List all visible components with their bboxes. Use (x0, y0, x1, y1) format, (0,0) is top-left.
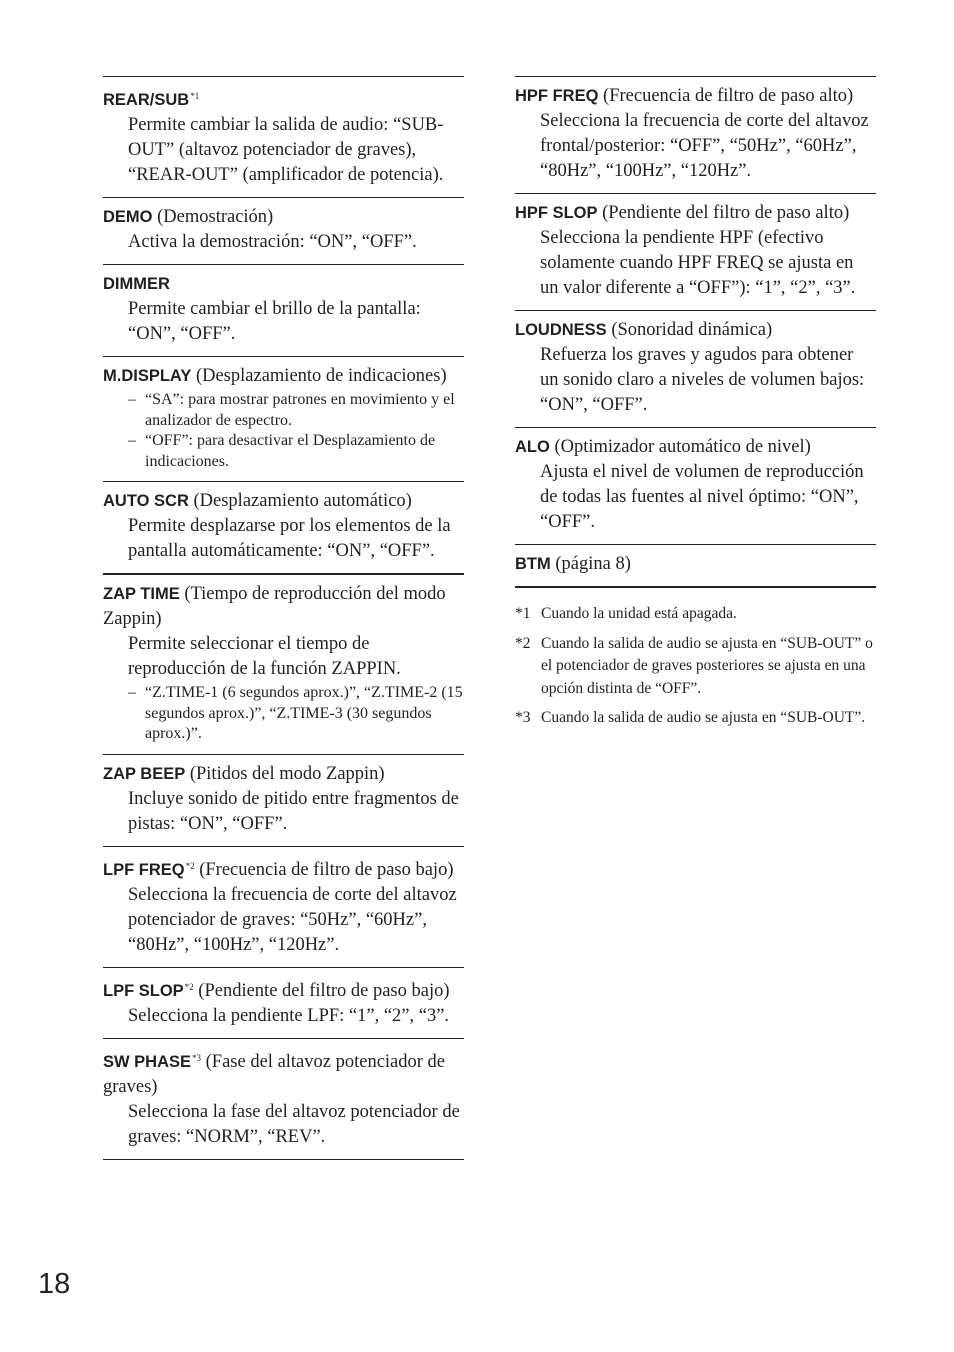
entry-term: LOUDNESS (515, 321, 607, 339)
footnote-marker: *2 (185, 860, 195, 871)
menu-entry-sw-phase (103, 1038, 464, 1160)
entry-description: Selecciona la pendiente LPF: “1”, “2”, “3”. (128, 1005, 450, 1026)
entry-term: M.DISPLAY (103, 367, 192, 385)
entry-term: SW PHASE (103, 1052, 192, 1071)
entry-heading (515, 84, 876, 109)
entry-heading (103, 84, 464, 113)
entry-label: (Demostración) (152, 207, 274, 227)
entry-description: Selecciona la frecuencia de corte del altavoz frontal/posterior: “OFF”, “50Hz”, “60Hz”, “80Hz”, “100Hz”, “120Hz”. (540, 111, 869, 181)
entry-heading (103, 364, 464, 389)
entry-description: Incluye sonido de pitido entre fragmentos de pistas: “ON”, “OFF”. (128, 788, 459, 834)
entry-label: (Pendiente del filtro de paso bajo) (193, 980, 450, 1001)
entry-term: ZAP TIME (103, 585, 180, 603)
entry-heading (103, 582, 464, 632)
entry-heading (103, 272, 464, 297)
entry-description: Selecciona la pendiente HPF (efectivo solamente cuando HPF FREQ se ajusta en un valor diferente a “OFF”): “1”, “2”, “3”. (540, 228, 856, 298)
entry-label: (Fase del altavoz potenciador de graves) (103, 1051, 446, 1097)
menu-entry-dimmer (103, 264, 464, 356)
footnote-marker: *1 (190, 91, 200, 101)
right-column (515, 76, 876, 737)
left-column (103, 76, 464, 1160)
footnotes (515, 603, 876, 730)
entry-term: ALO (515, 438, 550, 456)
option-list (103, 683, 464, 745)
entry-term: AUTO SCR (103, 492, 189, 510)
option-text: “Z.TIME-1 (6 segundos aprox.)”, “Z.TIME-2 (15 segundos aprox.)”, “Z.TIME-3 (30 segundos aprox.)”. (145, 684, 463, 742)
menu-entry-m-display (103, 356, 464, 481)
option-text: “SA”: para mostrar patrones en movimiento y el analizador de espectro. (145, 391, 455, 429)
entry-label: (Tiempo de reproducción del modo Zappin) (103, 584, 446, 629)
entry-heading (103, 489, 464, 514)
option-item (103, 683, 464, 745)
entry-heading (103, 1046, 464, 1100)
entry-label: (Sonoridad dinámica) (606, 320, 773, 340)
entry-term: LPF FREQ (103, 860, 185, 879)
dash-bullet-icon: – (128, 391, 136, 408)
menu-entry-loudness (515, 310, 876, 427)
menu-entry-rear-sub (103, 76, 464, 197)
entry-label: (Optimizador automático de nivel) (549, 437, 811, 457)
entry-term: HPF FREQ (515, 87, 599, 105)
entry-description: Permite seleccionar el tiempo de reproducción de la función ZAPPIN. (128, 634, 401, 679)
entry-description: Selecciona la fase del altavoz potenciador de graves: “NORM”, “REV”. (128, 1101, 460, 1147)
entry-label: (Frecuencia de filtro de paso bajo) (194, 859, 454, 880)
entry-heading (103, 854, 464, 883)
entry-description: Ajusta el nivel de volumen de reproducción de todas las fuentes al nivel óptimo: “ON”, “OFF”. (540, 462, 864, 532)
dash-bullet-icon: – (128, 432, 136, 449)
page-number: 18 (38, 1268, 71, 1300)
entry-label: (Desplazamiento automático) (188, 491, 412, 511)
option-item (103, 431, 464, 472)
entry-label: (Pendiente del filtro de paso alto) (597, 203, 850, 223)
footnote (515, 603, 876, 626)
footnote-marker: *2 (184, 981, 194, 992)
entry-heading (515, 201, 876, 226)
entry-description: Permite desplazarse por los elementos de la pantalla automáticamente: “ON”, “OFF”. (128, 516, 451, 561)
entry-label: (Frecuencia de filtro de paso alto) (598, 86, 854, 106)
dash-bullet-icon: – (128, 684, 136, 701)
entry-term: DEMO (103, 208, 153, 226)
footnote-text: Cuando la salida de audio se ajusta en “SUB-OUT”. (541, 709, 866, 726)
entry-term: HPF SLOP (515, 204, 598, 222)
entry-description: Permite cambiar la salida de audio: “SUB-OUT” (altavoz potenciador de graves), “REAR-OUT” (amplificador de potencia). (128, 115, 444, 185)
menu-entry-lpf-slop (103, 967, 464, 1038)
entry-term: REAR/SUB (103, 91, 190, 109)
entry-heading (103, 205, 464, 230)
footnote-marker: *3 (192, 1052, 202, 1063)
entry-heading (103, 975, 464, 1004)
entry-description: Selecciona la frecuencia de corte del altavoz potenciador de graves: “50Hz”, “60Hz”, “80Hz”, “100Hz”, “120Hz”. (128, 884, 457, 955)
entry-label: (página 8) (550, 554, 631, 574)
entry-heading (515, 435, 876, 460)
menu-entry-lpf-freq (103, 846, 464, 967)
entry-heading (103, 762, 464, 787)
entry-description: Activa la demostración: “ON”, “OFF”. (128, 232, 417, 252)
entry-term: DIMMER (103, 275, 170, 293)
entry-heading (515, 318, 876, 343)
entry-description: Refuerza los graves y agudos para obtener un sonido claro a niveles de volumen bajos: “ON”, “OFF”. (540, 345, 865, 415)
menu-entry-demo (103, 197, 464, 264)
footnote-mark: *1 (515, 605, 531, 622)
menu-entry-hpf-slop (515, 193, 876, 310)
option-item (103, 390, 464, 431)
option-list (103, 390, 464, 472)
entry-term: BTM (515, 555, 551, 573)
option-text: “OFF”: para desactivar el Desplazamiento de indicaciones. (145, 432, 436, 470)
menu-entry-hpf-freq (515, 76, 876, 193)
footnote (515, 707, 876, 730)
entry-label: (Pitidos del modo Zappin) (185, 763, 385, 784)
menu-entry-zap-beep (103, 754, 464, 846)
footnote-mark: *2 (515, 634, 531, 652)
entry-term: ZAP BEEP (103, 764, 186, 783)
entry-description: Permite cambiar el brillo de la pantalla: “ON”, “OFF”. (128, 299, 421, 344)
menu-entry-zap-time (103, 573, 464, 754)
menu-entry-auto-scr (103, 481, 464, 573)
entry-label: (Desplazamiento de indicaciones) (191, 366, 447, 386)
menu-entry-alo (515, 427, 876, 544)
footnote-text: Cuando la salida de audio se ajusta en “SUB-OUT” o el potenciador de graves posteriores se ajusta en una opción distinta de “OFF”. (541, 634, 873, 697)
entry-heading (515, 552, 876, 577)
footnote-mark: *3 (515, 709, 531, 726)
footnote (515, 633, 876, 701)
menu-entry-btm (515, 544, 876, 588)
entry-term: LPF SLOP (103, 981, 184, 1000)
footnote-text: Cuando la unidad está apagada. (541, 605, 737, 622)
